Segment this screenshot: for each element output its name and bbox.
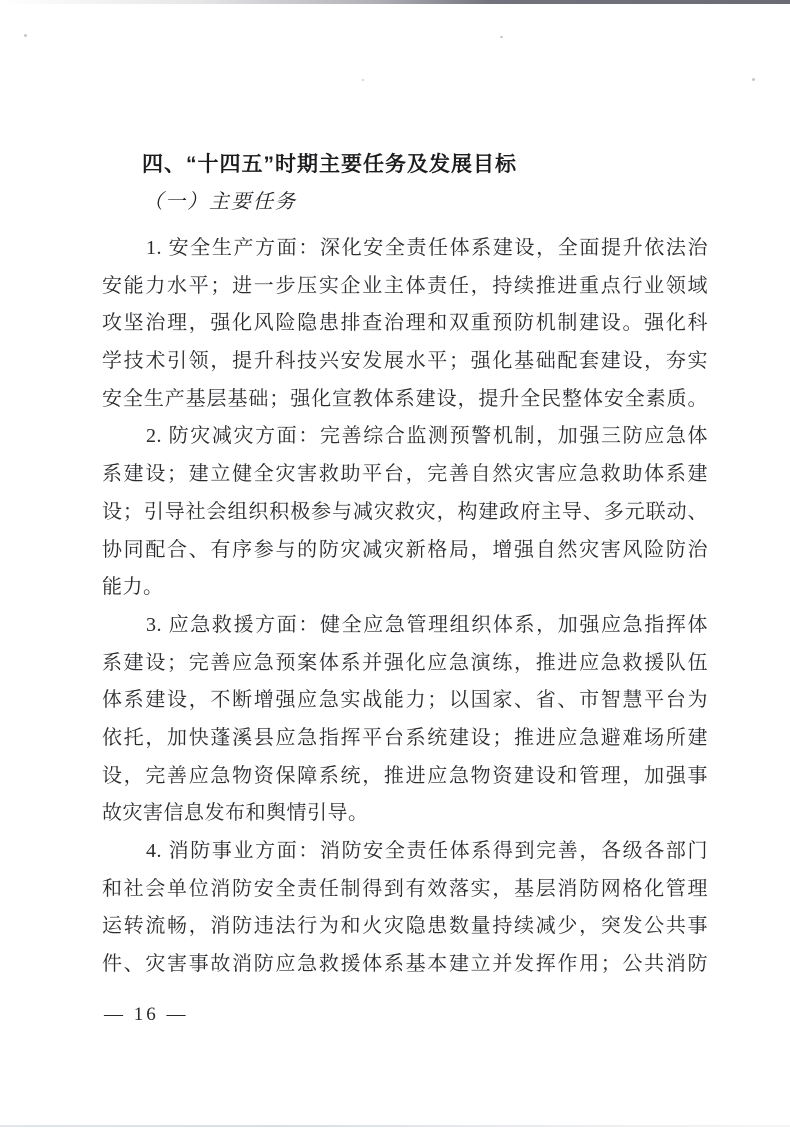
paragraph-safety-production — [102, 230, 708, 418]
document-content — [102, 150, 708, 984]
text-line: 件、灾害事故消防应急救援体系基本建立并发挥作用；公共消防 — [102, 953, 708, 976]
text-line: 设，完善应急物资保障系统，推进应急物资建设和管理，加强事 — [102, 764, 708, 787]
text-line: 故灾害信息发布和舆情引导。 — [102, 802, 369, 825]
scan-edge-bottom-artifact — [0, 1125, 790, 1127]
page-number: — 16 — — [104, 1004, 189, 1025]
text-line: 依托，加快蓬溪县应急指挥平台系统建设；推进应急避难场所建 — [102, 726, 708, 749]
paragraph-fire-services — [102, 833, 708, 984]
text-line: 1. 安全生产方面：深化安全责任体系建设，全面提升依法治 — [146, 237, 708, 259]
text-line: 2. 防灾减灾方面：完善综合监测预警机制，加强三防应急体 — [146, 425, 708, 448]
subsection-heading: （一）主要任务 — [143, 191, 297, 213]
scan-edge-top-artifact — [0, 0, 790, 4]
scan-speck — [752, 78, 755, 81]
text-line: 系建设；完善应急预案体系并强化应急演练，推进应急救援队伍 — [102, 651, 708, 674]
text-line: 安能力水平；进一步压实企业主体责任，持续推进重点行业领域 — [102, 274, 708, 297]
text-line: 3. 应急救援方面：健全应急管理组织体系，加强应急指挥体 — [146, 613, 708, 636]
text-line: 协同配合、有序参与的防灾减灾新格局，增强自然灾害风险防治 — [102, 538, 708, 561]
text-line: 攻坚治理，强化风险隐患排查治理和双重预防机制建设。强化科 — [102, 312, 708, 335]
scan-speck — [500, 36, 503, 38]
text-line: 和社会单位消防安全责任制得到有效落实，基层消防网格化管理 — [102, 877, 708, 900]
text-line: 4. 消防事业方面：消防安全责任体系得到完善，各级各部门 — [146, 840, 708, 862]
text-line: 运转流畅，消防违法行为和火灾隐患数量持续减少，突发公共事 — [102, 915, 708, 938]
text-line: 学技术引领，提升科技兴安发展水平；强化基础配套建设，夯实 — [102, 350, 708, 373]
scan-speck — [362, 79, 364, 81]
text-line: 能力。 — [102, 576, 164, 599]
text-line: 体系建设，不断增强应急实战能力；以国家、省、市智慧平台为 — [102, 689, 708, 712]
document-body — [102, 230, 708, 984]
text-line: 设；引导社会组织积极参与减灾救灾，构建政府主导、多元联动、 — [102, 500, 708, 523]
paragraph-emergency-rescue — [102, 607, 708, 833]
paragraph-disaster-prevention — [102, 418, 708, 606]
text-line: 系建设；建立健全灾害救助平台，完善自然灾害应急救助体系建 — [102, 463, 708, 486]
section-heading: 四、“十四五”时期主要任务及发展目标 — [142, 153, 517, 176]
scan-speck — [24, 34, 27, 37]
text-line: 安全生产基层基础；强化宣教体系建设，提升全民整体安全素质。 — [102, 387, 708, 410]
